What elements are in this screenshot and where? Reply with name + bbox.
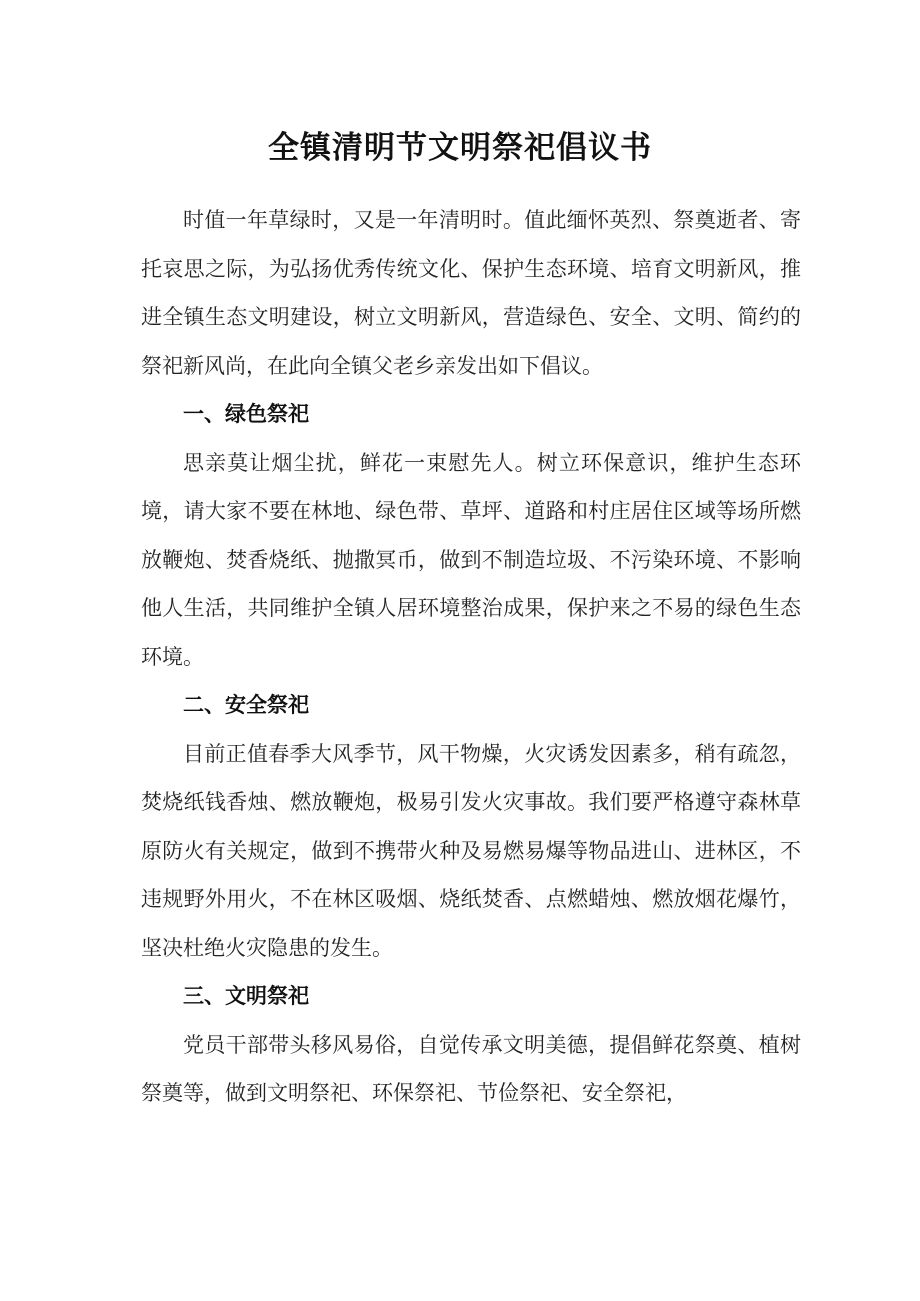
intro-paragraph: 时值一年草绿时，又是一年清明时。值此缅怀英烈、祭奠逝者、寄托哀思之际，为弘扬优秀传统文化、保护生态环境、培育文明新风，推进全镇生态文明建设，树立文明新风，营造绿色、安全、文明、简约的祭祀新风尚，在此向全镇父老乡亲发出如下倡议。 [141, 208, 801, 378]
section-paragraph: 思亲莫让烟尘扰，鲜花一束慰先人。树立环保意识，维护生态环境，请大家不要在林地、绿色带、草坪、道路和村庄居住区域等场所燃放鞭炮、焚香烧纸、抛撒冥币，做到不制造垃圾、不污染环境、不影响他人生活，共同维护全镇人居环境整治成果，保护来之不易的绿色生态环境。 [141, 450, 801, 669]
document-body [141, 196, 801, 1118]
section-green-sacrifice [141, 390, 801, 681]
section-heading: 三、文明祭祀 [183, 984, 309, 1008]
section-paragraph: 党员干部带头移风易俗，自觉传承文明美德，提倡鲜花祭奠、植树祭奠等，做到文明祭祀、环保祭祀、节俭祭祀、安全祭祀， [141, 1032, 801, 1105]
section-paragraph: 目前正值春季大风季节，风干物燥，火灾诱发因素多，稍有疏忽，焚烧纸钱香烛、燃放鞭炮，极易引发火灾事故。我们要严格遵守森林草原防火有关规定，做到不携带火种及易燃易爆等物品进山、进林区，不违规野外用火，不在林区吸烟、烧纸焚香、点燃蜡烛、燃放烟花爆竹，坚决杜绝火灾隐患的发生。 [141, 741, 801, 960]
section-safe-sacrifice [141, 681, 801, 972]
section-heading: 二、安全祭祀 [183, 693, 309, 717]
document-title: 全镇清明节文明祭祀倡议书 [268, 130, 652, 166]
section-civilized-sacrifice [141, 972, 801, 1118]
section-heading: 一、绿色祭祀 [183, 402, 309, 426]
